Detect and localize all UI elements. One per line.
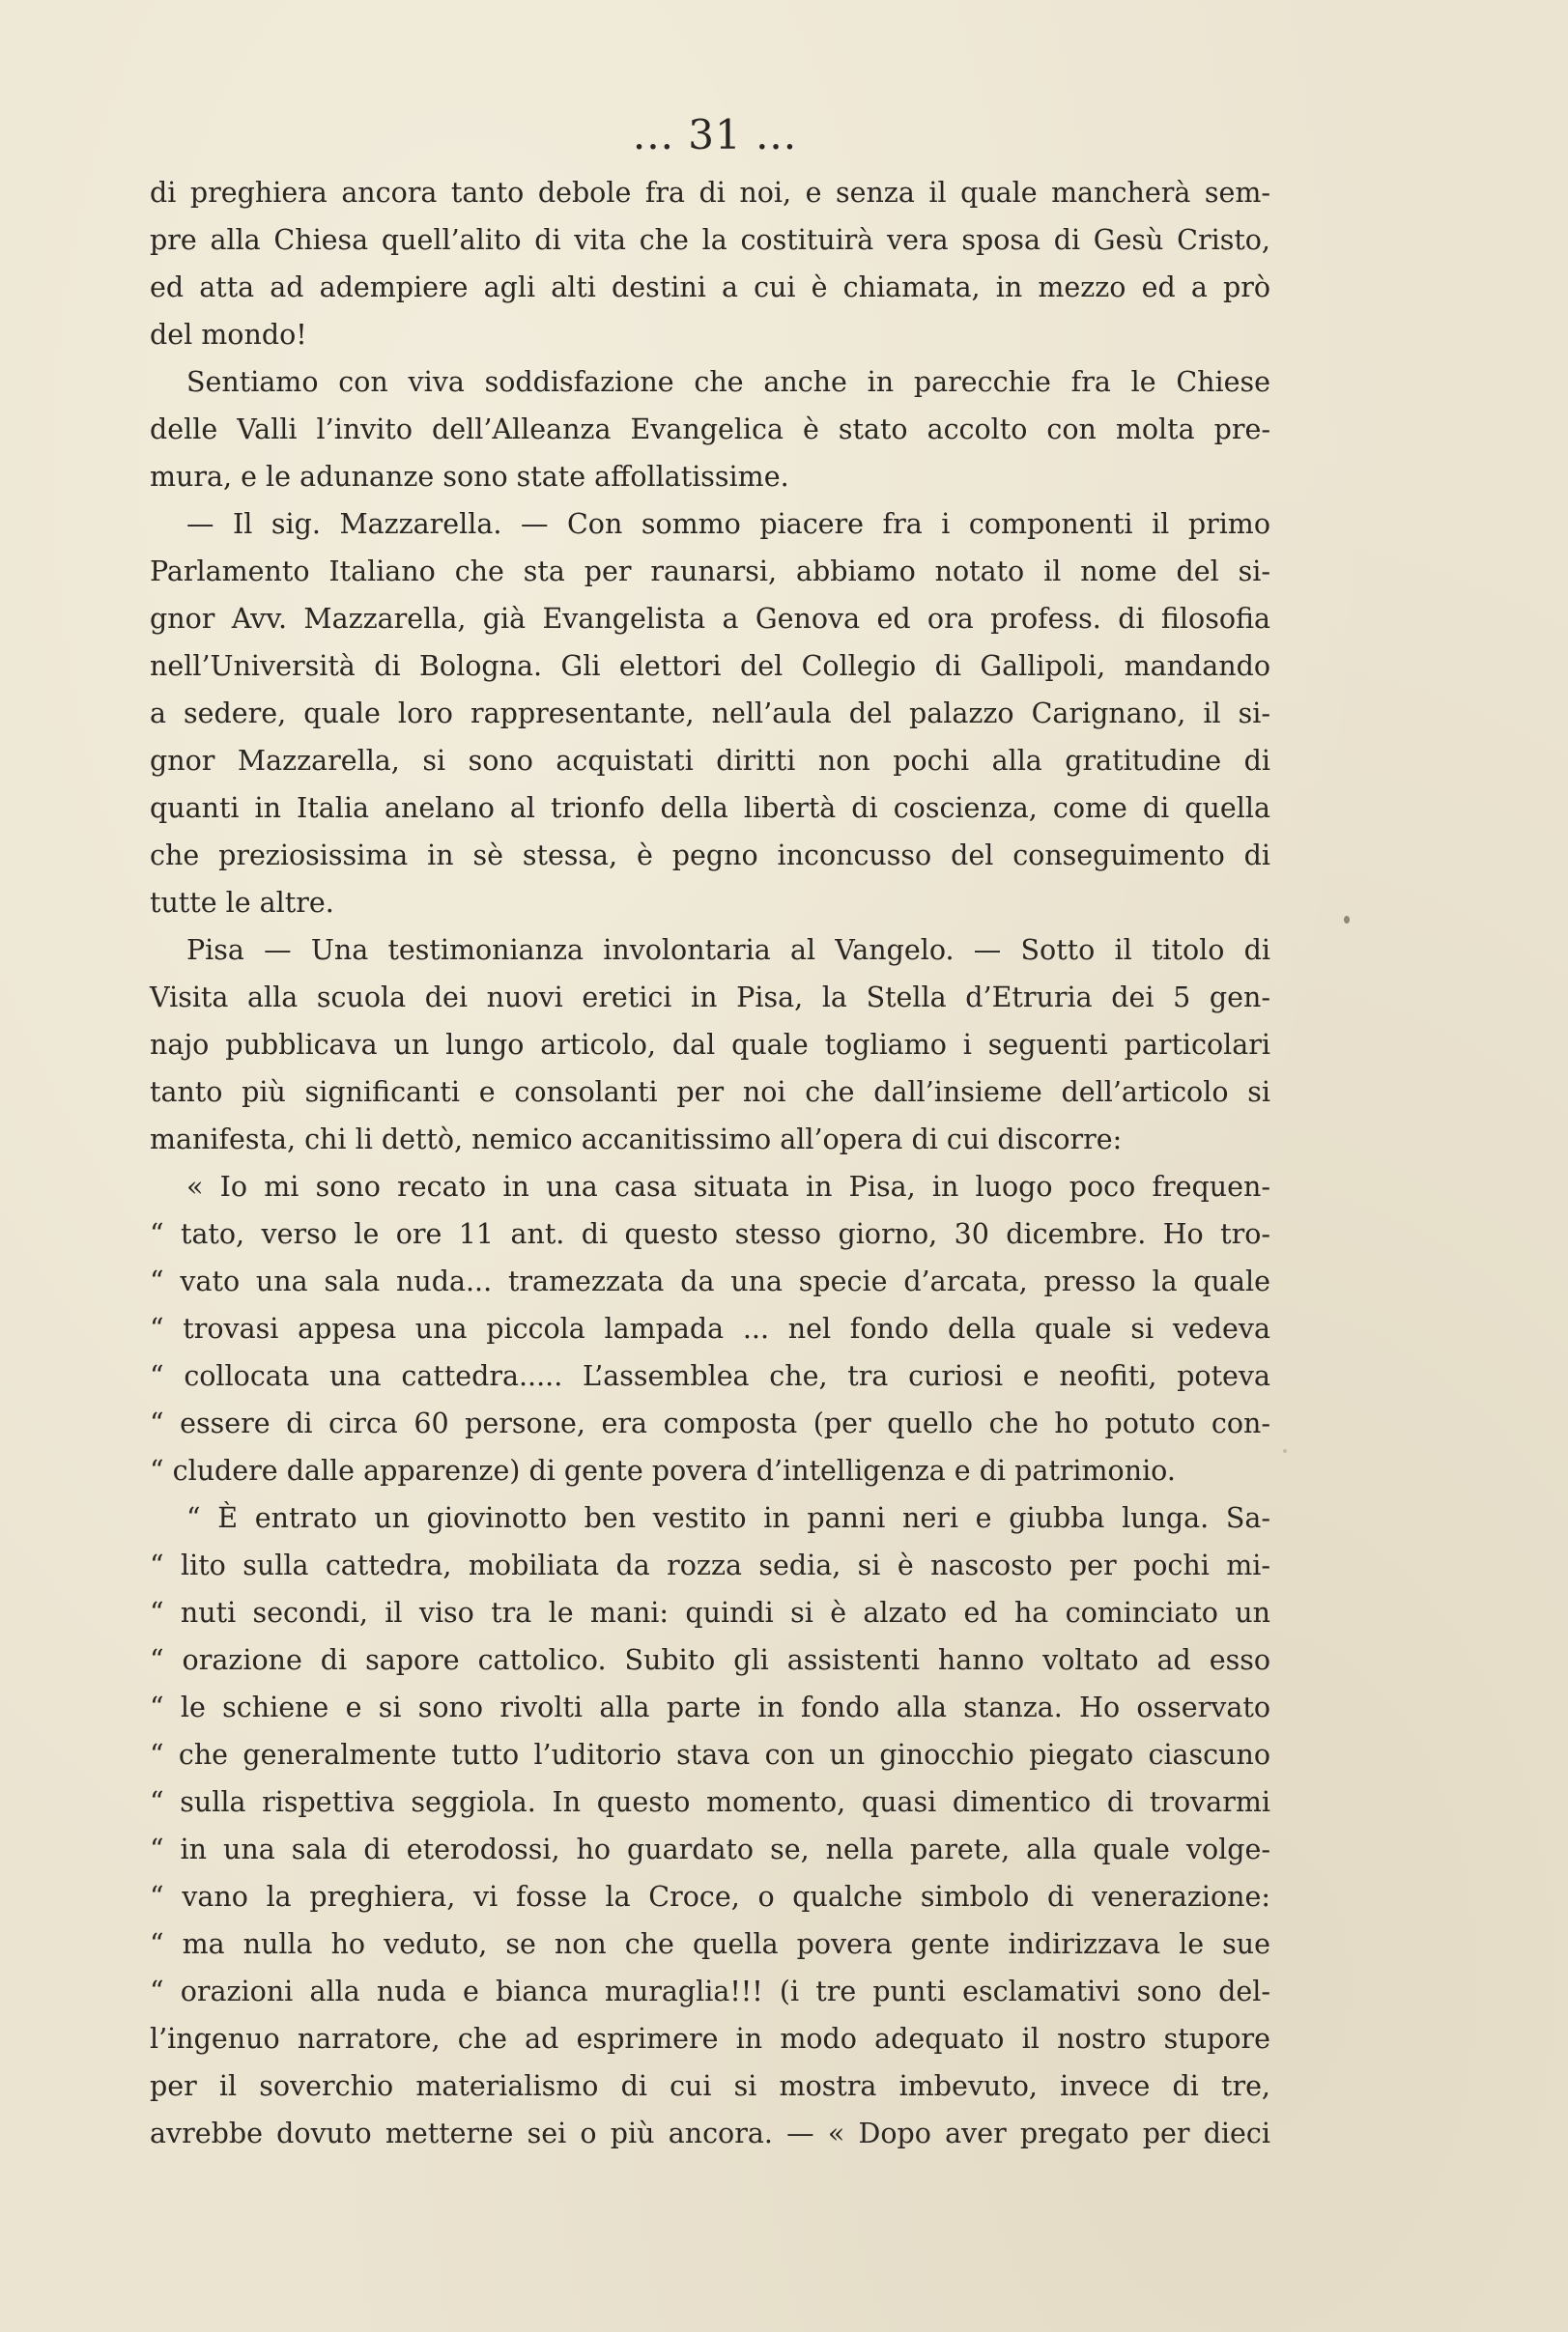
text-line: gnor Mazzarella, si sono acquistati diritti non pochi alla gratitudine di (150, 745, 1270, 777)
text-line: tutte le altre. (150, 887, 334, 919)
text-line: “ in una sala di eterodossi, ho guardato se, nella parete, alla quale volge- (150, 1834, 1270, 1865)
text-line: “ orazione di sapore cattolico. Subito gli assistenti hanno voltato ad esso (150, 1644, 1270, 1676)
text-line: “ essere di circa 60 persone, era composta (per quello che ho potuto con- (150, 1408, 1270, 1439)
text-line: « Io mi sono recato in una casa situata in Pisa, in luogo poco frequen- (186, 1171, 1270, 1203)
text-line: ed atta ad adempiere agli alti destini a cui è chiamata, in mezzo ed a prò (150, 271, 1270, 303)
text-line: “ trovasi appesa una piccola lampada ... nel fondo della quale si vedeva (150, 1313, 1270, 1345)
text-line: a sedere, quale loro rappresentante, nell’aula del palazzo Carignano, il si- (150, 697, 1270, 729)
text-line: pre alla Chiesa quell’alito di vita che la costituirà vera sposa di Gesù Cristo, (150, 224, 1270, 256)
text-line: Visita alla scuola dei nuovi eretici in Pisa, la Stella d’Etruria dei 5 gen- (150, 981, 1270, 1013)
text-line: avrebbe dovuto metterne sei o più ancora. — « Dopo aver pregato per dieci (150, 2118, 1270, 2149)
text-line: “ vano la preghiera, vi fosse la Croce, o qualche simbolo di venerazione: (150, 1881, 1270, 1913)
text-line: “ tato, verso le ore 11 ant. di questo stesso giorno, 30 dicembre. Ho tro- (150, 1218, 1270, 1250)
text-line: manifesta, chi li dettò, nemico accanitissimo all’opera di cui discorre: (150, 1123, 1123, 1155)
text-line: per il soverchio materialismo di cui si mostra imbevuto, invece di tre, (150, 2070, 1270, 2102)
text-line: “ È entrato un giovinotto ben vestito in panni neri e giubba lunga. Sa- (186, 1502, 1270, 1534)
text-line: delle Valli l’invito dell’Alleanza Evangelica è stato accolto con molta pre- (150, 413, 1270, 445)
text-line: quanti in Italia anelano al trionfo della libertà di coscienza, come di quella (150, 792, 1270, 824)
text-line: mura, e le adunanze sono state affollatissime. (150, 461, 789, 493)
ink-speck (1344, 916, 1350, 924)
text-line: Pisa — Una testimonianza involontaria al Vangelo. — Sotto il titolo di (186, 934, 1270, 966)
text-line: che preziosissima in sè stessa, è pegno inconcusso del conseguimento di (150, 839, 1270, 871)
text-line: l’ingenuo narratore, che ad esprimere in modo adequato il nostro stupore (150, 2023, 1270, 2055)
text-line: tanto più significanti e consolanti per noi che dall’insieme dell’articolo si (150, 1076, 1270, 1108)
text-line: gnor Avv. Mazzarella, già Evangelista a Genova ed ora profess. di filosofia (150, 603, 1270, 635)
text-line: “ orazioni alla nuda e bianca muraglia!!! (i tre punti esclamativi sono del- (150, 1976, 1270, 2007)
body-text (150, 169, 1270, 2157)
text-line: “ che generalmente tutto l’uditorio stava con un ginocchio piegato ciascuno (150, 1739, 1270, 1771)
text-line: “ cludere dalle apparenze) di gente povera d’intelligenza e di patrimonio. (150, 1455, 1176, 1487)
text-line: “ lito sulla cattedra, mobiliata da rozza sedia, si è nascosto per pochi mi- (150, 1550, 1270, 1581)
text-line: nell’Università di Bologna. Gli elettori del Collegio di Gallipoli, mandando (150, 650, 1270, 682)
text-line: di preghiera ancora tanto debole fra di noi, e senza il quale mancherà sem- (150, 177, 1270, 209)
text-line: “ collocata una cattedra..... L’assemblea che, tra curiosi e neofiti, poteva (150, 1360, 1270, 1392)
text-line: “ sulla rispettiva seggiola. In questo momento, quasi dimentico di trovarmi (150, 1786, 1270, 1818)
text-line: “ nuti secondi, il viso tra le mani: quindi si è alzato ed ha cominciato un (150, 1597, 1270, 1629)
text-line: “ vato una sala nuda... tramezzata da una specie d’arcata, presso la quale (150, 1266, 1270, 1297)
text-line: — Il sig. Mazzarella. — Con sommo piacere fra i componenti il primo (186, 508, 1270, 540)
text-line: najo pubblicava un lungo articolo, dal quale togliamo i seguenti particolari (150, 1029, 1270, 1061)
text-line: del mondo! (150, 319, 307, 351)
page-number: ... 31 ... (632, 111, 798, 158)
text-line: Sentiamo con viva soddisfazione che anche in parecchie fra le Chiese (186, 366, 1270, 398)
text-line: Parlamento Italiano che sta per raunarsi, abbiamo notato il nome del si- (150, 555, 1270, 587)
text-line: “ ma nulla ho veduto, se non che quella povera gente indirizzava le sue (150, 1928, 1270, 1960)
page-text-block (150, 101, 1270, 2157)
paper-speck (1283, 1449, 1287, 1453)
text-line: “ le schiene e si sono rivolti alla parte in fondo alla stanza. Ho osservato (150, 1692, 1270, 1723)
